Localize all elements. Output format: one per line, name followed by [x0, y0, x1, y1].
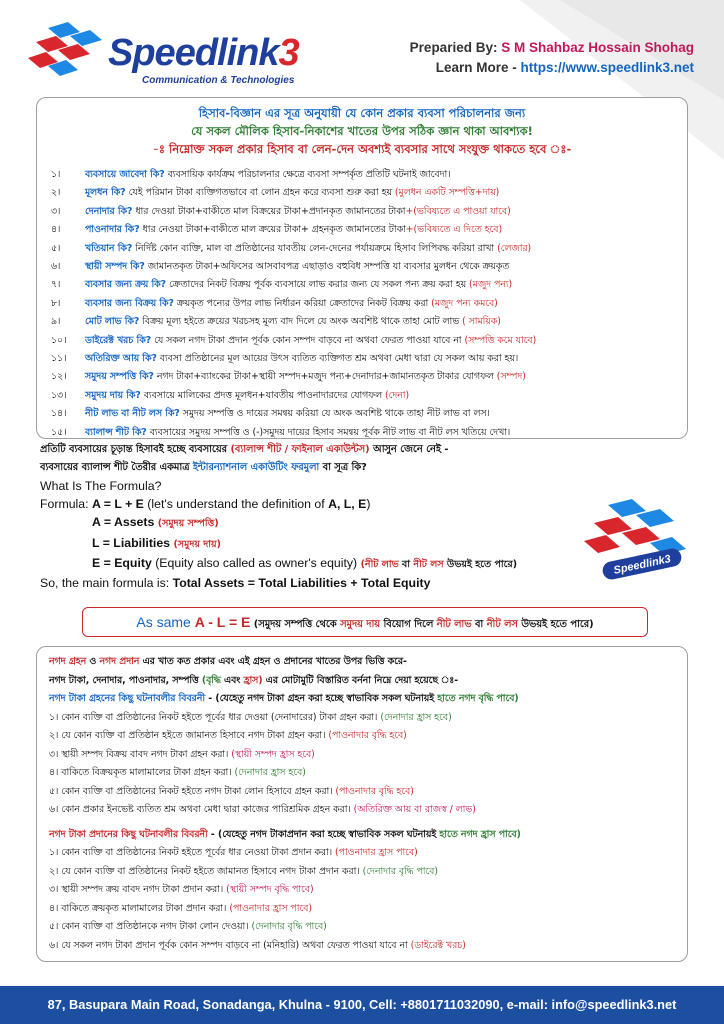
definition-item: ৬। স্থায়ী সম্পদ কি? জামানতকৃত টাকা+অফিসের আসবাবপত্র এছাড়াও বহুবিধ সম্পত্তি যা ব্যবসার মুলধন থেকে ক্রয়কৃত: [51, 261, 510, 273]
receive-item: ৩। স্থায়ী সম্পদ বিক্রয় বাবদ নগদ টাকা গ্রহন করা। (স্থায়ী সম্পদ হ্রাস হবে): [49, 748, 315, 760]
receive-heading: নগদ টাকা গ্রহনের কিছু ঘটনাবলীর বিবরনী - (যেহেতু নগদ টাকা গ্রহন করা হচ্ছে স্বাভাবিক সকল ঘটনায়ই হাতে নগদ বৃদ্ধি পাবে): [49, 693, 519, 704]
speedlink-badge-icon: [580, 495, 690, 585]
receive-item: ৫। কোন ব্যক্তি বা প্রতিষ্ঠানের নিকট হইতে নগদ টাকা লোন হিসাবে গ্রহন করা। (পাওনাদার বৃদ্ধি হবে): [49, 785, 414, 797]
as-same-formula-box: As same A - L = E (সমুদয় সম্পত্তি থেকে সমুদয় দায় বিয়োগ দিলে নীট লাভ বা নীট লস উভয়ই হতে পারে): [82, 607, 648, 637]
final-account-intro: প্রতিটি ব্যবসায়ের চূড়ান্ত হিসাবই হচ্ছে ব্যবসায়ের (ব্যালান্স শীট / ফাইনাল একাউন্টস) আসুন জেনে নেই -: [40, 444, 449, 455]
definition-item: ৪। পাওনাদার কি? ধার নেওয়া টাকা+বাকীতে মাল ক্রয়ের টাকা+ গ্রহনকৃত জামানতের টাকা+(ভবিষ্যতে এ দিতে হবে): [51, 224, 503, 236]
definition-item: ৯। মোট লাভ কি? বিক্রয় মূল্য হইতে ক্রয়ের খরচসহ মূল্য বাদ দিলে যে অংক অবশিষ্ট থাকে তাহা মোট লাভ ( সাময়িক): [51, 316, 501, 328]
pay-heading: নগদ টাকা প্রদানের কিছু ঘটনাবলীর বিবরনী - (যেহেতু নগদ টাকাপ্রদান করা হচ্ছে স্বাভাবিক সকল ঘটনায়ই হাতে নগদ হ্রাস পাবে): [49, 828, 521, 840]
cash-intro-1: নগদ গ্রহন ও নগদ প্রদান এর খাত কত প্রকার এবং এই গ্রহন ও প্রদানের খাতের উপর ভিত্তি করে-: [49, 656, 407, 667]
definition-item: ১৪। নীট লাভ বা নীট লস কি? সমুদয় সম্পত্তি ও দায়ের সমন্বয় করিয়া যে অংক অবশিষ্ট থাকে তাহা নীট লাভ বা লস।: [51, 408, 490, 420]
formula-line: Formula: A = L + E (let's understand the definition of A, L, E): [40, 497, 371, 512]
definition-item: ৩। দেনাদার কি? ধার দেওয়া টাকা+বাকীতে মাল বিক্রয়ের টাকা+প্রদানকৃত জামানতের টাকা+(ভবিষ্যতে এ পাওয়া যাবে): [51, 205, 511, 217]
intro-text: হিসাব-বিজ্ঞান এর সূত্র অনুযায়ী যে কোন প্রকার ব্যবসা পরিচালনার জন্য যে সকল মৌলিক হিসাব-নিকাশের খাতের উপর সঠিক জ্ঞান থাকা আবশ্যক! -ঃ নিম্নোক্ত সকল প্রকার হিসাব বা লেন-দেন অবশ্যই ব্যবসার সাথে সংযুক্ত থাকতে হবে ঃ-: [152, 106, 572, 156]
definitions-list: [37, 166, 687, 442]
equity-definition: E = Equity (Equity also called as owner's equity) (নীট লাভ বা নীট লস উভয়ই হতে পারে): [92, 555, 518, 570]
pay-list: [37, 844, 687, 955]
receive-item: ৪। বাকিতে বিক্রয়কৃত মালামালের টাকা গ্রহন করা। (দেনাদার হ্রাস হবে): [49, 767, 306, 778]
definition-item: ১২। সমুদয় সম্পত্তি কি? নগদ টাকা+ব্যাংকের টাকা+স্থায়ী সম্পদ+মজুদ পন্য+দেনাদার+জামানতকৃত টাকার যোগফল (সম্পদ): [51, 371, 526, 383]
cash-intro-2: নগদ টাকা, দেনাদার, পাওনাদার, সম্পত্তি (বৃদ্ধি এবং হ্রাস) এর মোটামুটি বিস্তারিত বর্ননা নিম্নে দেয়া হয়েছে ঃ-: [49, 674, 459, 686]
definition-item: ১১। অতিরিক্ত আয় কি? ব্যবসা প্রতিষ্ঠানের মূল আয়ের উৎস ব্যতিত ব্যক্তিগত শ্রম অথবা মেধা দ্বারা যে সকল আয় করা হয়।: [51, 353, 519, 365]
definition-item: ২। মূলধন কি? যেই পরিমান টাকা ব্যক্তিগতভাবে বা লোন গ্রহন করে ব্যবসা শুরু করা হয় (মুলধন একটি সম্পত্তি+দায়): [51, 187, 500, 199]
cash-transactions-box: [36, 646, 688, 962]
liabilities-definition: L = Liabilities (সমুদয় দায়): [92, 535, 221, 550]
logo-wordmark: Speedlink3: [108, 32, 299, 74]
definition-item: ১৫। ব্যালান্স শীট কি? ব্যবসায়ের সমুদয় সম্পত্তি ও (-)সমুদয় দায়ের হিসাব সমন্বয় পূর্বক নীট লাভ বা নীট লস খতিয়ে দেখা।: [51, 426, 511, 438]
svg-text:Speedlink3: Speedlink3: [612, 553, 672, 577]
author-credit: [410, 38, 694, 78]
pay-item: ৩। স্থায়ী সম্পদ ক্রয় বাবদ নগদ টাকা প্রদান করা। (স্থায়ী সম্পদ বৃদ্ধি পাবে): [49, 884, 314, 895]
main-formula: So, the main formula is: Total Assets = Total Liabilities + Total Equity: [40, 576, 431, 591]
header: [0, 0, 724, 95]
logo-tagline: Communication & Technologies: [142, 75, 295, 86]
pay-item: ২। যে কোন ব্যক্তি বা প্রতিষ্ঠানের নিকট হইতে জামানত হিসাবে নগদ টাকা প্রদান করা। (দেনাদার বৃদ্ধি পাবে): [49, 865, 438, 877]
prepared-by: Preparied By: S M Shahbaz Hossain Shohag: [409, 40, 694, 55]
pay-item: ৫। কোন ব্যক্তি বা প্রতিষ্ঠানকে নগদ টাকা লোন দেওয়া। (দেনাদার বৃদ্ধি পাবে): [49, 921, 327, 932]
learn-more: Learn More - https://www.speedlink3.net: [435, 60, 694, 75]
formula-question: What Is The Formula?: [40, 479, 162, 493]
logo-tiles-icon: [28, 22, 108, 84]
speedlink-logo[interactable]: [28, 22, 348, 92]
definitions-box: [36, 97, 688, 439]
definition-item: ১। ব্যবসায়ে জাবেদা কি? ব্যবসায়িক কার্যক্রম পরিচালনার ক্ষেত্রে ব্যবসা সম্পর্কৃত প্রতিটি ঘটনাই জাবেদা।: [51, 169, 451, 180]
assets-definition: A = Assets (সমুদয় সম্পত্তি): [92, 515, 219, 530]
pay-item: ৬। যে সকল নগদ টাকা প্রদান পূর্বক কোন সম্পদ বাড়বে না (মনিহারি) অথবা ফেরত পাওয়া যাবে না (ডাইরেক্ট খরচ): [49, 939, 466, 951]
definition-item: ১০। ডাইরেক্ট খরচ কি? যে সকল নগদ টাকা প্রদান পূর্বক কোন সম্পদ বাড়বে না অথবা ফেরত পাওয়া যাবে না (সম্পত্তি কমে যাবে): [51, 334, 537, 346]
receive-item: ২। যে কোন ব্যক্তি বা প্রতিষ্ঠান হইতে জামানত হিসাবে নগদ টাকা গ্রহন করা। (পাওনাদার বৃদ্ধি হবে): [49, 730, 407, 741]
website-link[interactable]: https://www.speedlink3.net: [520, 60, 694, 75]
definition-item: ৭। ব্যবসার জন্য ক্রয় কি? ক্রেতাদের নিকট বিক্রয় পূর্বক ব্যবসায়ে লাভ করার জন্য যে সকল পন্য ক্রয় করা হয় (মজুদ পন্য): [51, 279, 513, 291]
formula-intro: ব্যবসায়ের ব্যালান্স শীট তৈরীর একমাত্র ইন্টারন্যাশনাল একাউটিং ফরমুলা বা সূত্র কি?: [40, 462, 367, 473]
receive-item: ৬। কোন প্রকার ইনভেষ্ট ব্যতিত শ্রম অথবা মেধা দ্বারা কাজের পারিশ্রমিক গ্রহন করা। (অতিরিক্ত আয় বা রাজস্ব / লাভ): [49, 804, 476, 815]
receive-item: ১। কোন ব্যক্তি বা প্রতিষ্ঠানের নিকট হইতে পূর্বের ধার দেওয়া (দেনাদারের) টাকা গ্রহন করা। (দেনাদার হ্রাস হবে): [49, 711, 452, 723]
pay-item: ১। কোন ব্যক্তি বা প্রতিষ্ঠানের নিকট হইতে পূর্বের ধার নেওয়া টাকা প্রদান করা। (পাওনাদার হ্রাস পাবে): [49, 847, 418, 858]
definition-item: ৫। খতিয়ান কি? নির্দিষ্ট কোন ব্যক্তি, মাল বা প্রতিষ্ঠানের যাবতীয় লেন-দেনের পর্যায়ক্রমে হিসাব লিপিবদ্ধ করিয়া রাখা (লেজার): [51, 242, 532, 254]
definition-item: ১৩। সমুদয় দায় কি? ব্যবসায়ে মালিকের প্রদত্ত মূলধন+যাবতীয় পাওনাদারদের যোগফল (দেনা): [51, 389, 410, 401]
footer-contact: 87, Basupara Main Road, Sonadanga, Khulna - 9100, Cell: +8801711032090, e-mail: info@speedlink3.net: [0, 986, 724, 1024]
pay-item: ৪। বাকিতে ক্রয়কৃত মালামালের টাকা প্রদান করা। (পাওনাদার হ্রাস পাবে): [49, 902, 312, 914]
receive-list: [37, 709, 687, 820]
definition-item: ৮। ব্যবসার জন্য বিক্রয় কি? ক্রয়কৃত পন্যের উপর লাভ নির্ধারন করিয়া ক্রেতাদের নিকট বিক্রয় করা (মজুদ পন্য কমবে): [51, 297, 498, 309]
